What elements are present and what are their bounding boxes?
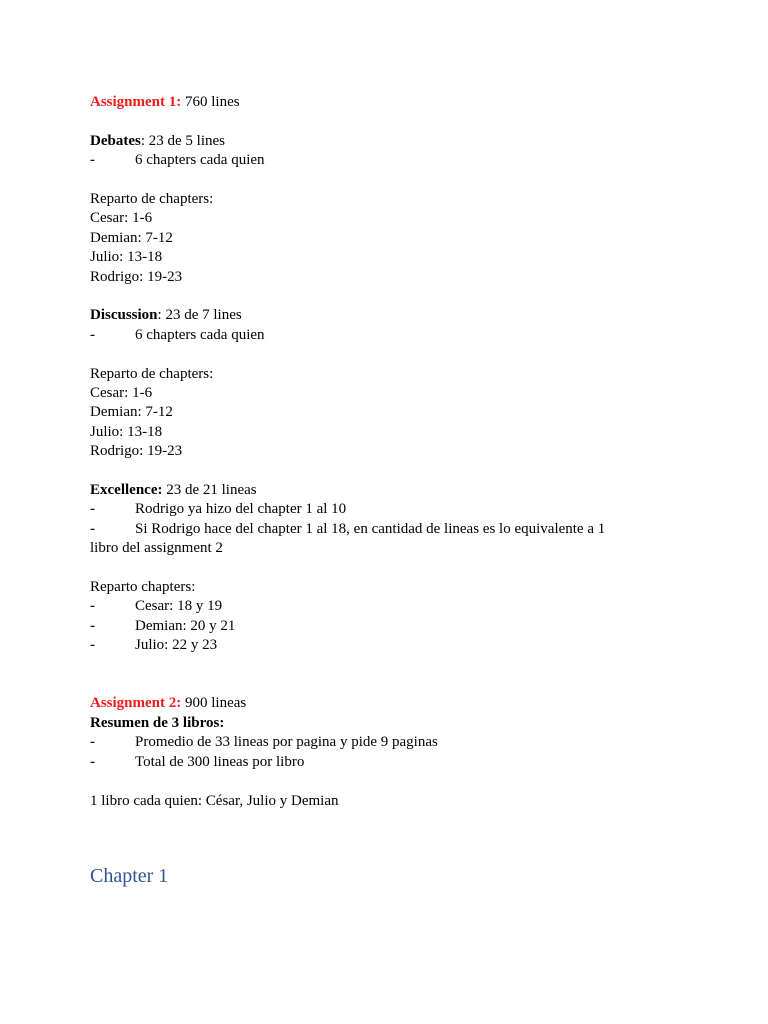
discussion-reparto-item: Rodrigo: 19-23 (90, 443, 183, 460)
bullet-text: Total de 300 lineas por libro (135, 753, 305, 770)
bullet-text-continuation: libro del assignment 2 (90, 540, 223, 557)
assignment-1-value: 760 lines (181, 94, 240, 110)
assignment-2-line (90, 694, 670, 713)
bullet-dash: - (90, 501, 95, 518)
bullet-text: Rodrigo ya hizo del chapter 1 al 10 (135, 501, 347, 518)
assignment-1-label: Assignment 1: (90, 94, 182, 110)
discussion-label: Discussion (90, 307, 158, 324)
bullet-dash: - (90, 598, 95, 615)
discussion-line (90, 306, 670, 325)
excellence-label: Excellence: (90, 482, 163, 499)
bullet-text: Julio: 22 y 23 (135, 637, 218, 654)
resumen-title: Resumen de 3 libros: (90, 714, 225, 731)
debates-reparto-item: Rodrigo: 19-23 (90, 268, 183, 285)
discussion-reparto-item: Cesar: 1-6 (90, 385, 153, 402)
bullet-dash: - (90, 617, 95, 634)
excellence-reparto-item (90, 636, 670, 655)
assignment-2-bullet (90, 753, 670, 772)
assignment-1-line (90, 93, 670, 112)
bullet-dash: - (90, 326, 95, 343)
debates-reparto-item: Julio: 13-18 (90, 249, 163, 266)
excellence-value: 23 de 21 lineas (162, 482, 257, 499)
debates-bullet (90, 151, 670, 170)
bullet-dash: - (90, 753, 95, 770)
bullet-text: 6 chapters cada quien (135, 326, 265, 343)
excellence-reparto-item (90, 617, 670, 636)
excellence-bullet (90, 500, 670, 519)
excellence-bullet-wrapped (90, 520, 670, 559)
debates-reparto-item: Cesar: 1-6 (90, 210, 153, 227)
bullet-text: Demian: 20 y 21 (135, 617, 236, 634)
debates-reparto-item: Demian: 7-12 (90, 229, 173, 246)
assignment-2-value: 900 lineas (181, 695, 247, 712)
excellence-reparto-title: Reparto chapters: (90, 579, 196, 596)
assignment-2-label: Assignment 2: (90, 695, 182, 712)
chapter-heading: Chapter 1 (90, 864, 169, 887)
debates-line (90, 132, 670, 151)
bullet-dash: - (90, 152, 95, 169)
bullet-dash: - (90, 734, 95, 751)
libro-line: 1 libro cada quien: César, Julio y Demian (90, 792, 339, 809)
discussion-value: : 23 de 7 lines (157, 307, 242, 324)
bullet-text: Cesar: 18 y 19 (135, 598, 223, 615)
excellence-reparto-item (90, 597, 670, 616)
excellence-line (90, 481, 670, 500)
document-page (90, 93, 670, 889)
discussion-bullet (90, 326, 670, 345)
bullet-dash: - (90, 520, 95, 537)
discussion-reparto-item: Julio: 13-18 (90, 423, 163, 440)
debates-label: Debates (90, 132, 141, 149)
discussion-reparto-title: Reparto de chapters: (90, 365, 214, 382)
bullet-dash: - (90, 637, 95, 654)
bullet-text: Si Rodrigo hace del chapter 1 al 18, en cantidad de lineas es lo equivalente a 1 (135, 520, 606, 537)
discussion-reparto-item: Demian: 7-12 (90, 404, 173, 421)
debates-reparto-title: Reparto de chapters: (90, 191, 214, 207)
bullet-text: 6 chapters cada quien (135, 152, 265, 169)
debates-value: : 23 de 5 lines (140, 132, 225, 149)
bullet-text: Promedio de 33 lineas por pagina y pide 9 paginas (135, 734, 438, 751)
assignment-2-bullet (90, 733, 670, 752)
